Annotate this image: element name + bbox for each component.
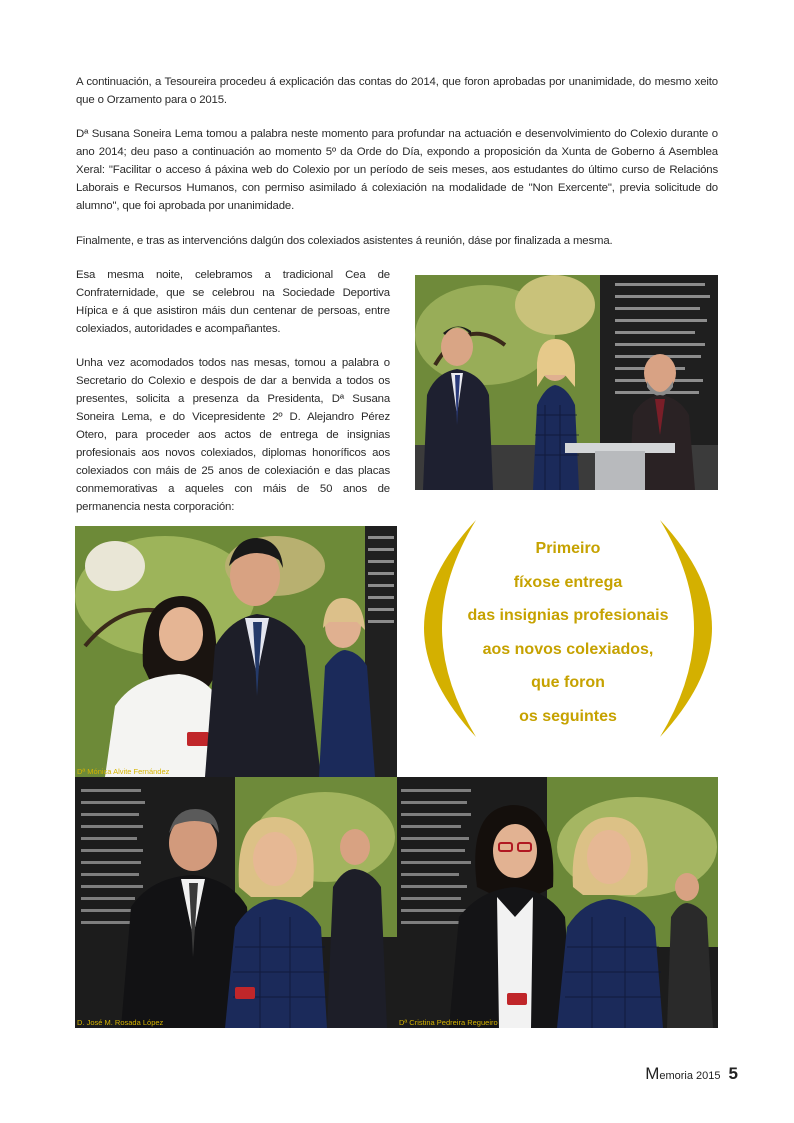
photo-caption-1: Dª Mónica Alvite Fernández [77, 767, 170, 776]
paragraph-president-speech: Dª Susana Soneira Lema tomou a palabra neste momento para profundar na actuación e desenvolvimiento do Colexio durante o ano 2014; deu paso a continuación ao momento 5º da Orde do Día, expondo a proposición da Xunta de Goberno á Asemblea Xeral: "Facilitar o acceso á páxina web do Colexio por un período de seis meses, aos estudantes do último curso de Relacións Laborais e Recursos Humanos, con permiso asimilado á colexiación na modalidade de "Non Exercente", previa solicitude do alumno", que foi aprobada por unanimidade. [76, 128, 718, 212]
paragraph-ceremony: Unha vez acomodados todos nas mesas, tomou a palabra o Secretario do Colexio e despois de dar a benvida a todos os presentes, solicita a presenza da Presidenta, Dª Susana Soneira Lema, e do Vicepresidente 2º D. Alejandro Pérez Otero, para proceder aos actos de entrega de insignias profesionais aos novos colexiados, diplomas honoríficos aos colexiados con máis de 25 anos de colexiación e das placas conmemorativas a aqueles con máis de 50 anos de permanencia nesta corporación: [76, 357, 390, 513]
pull-quote-line: aos novos colexiados, [482, 640, 654, 658]
photo-insignia-recipient-2 [75, 777, 397, 1028]
pull-quote-text [458, 532, 678, 733]
photo-insignia-recipient-1-image [75, 526, 397, 777]
photo-caption-2: D. José M. Rosada López [77, 1018, 164, 1027]
page-footer [645, 1064, 738, 1084]
photo-caption-3: Dª Cristina Pedreira Regueiro [399, 1018, 498, 1027]
photo-insignia-recipient-3-image [397, 777, 718, 1028]
pull-quote-line: que foron [531, 674, 605, 691]
photo-insignia-recipient-2-image [75, 777, 397, 1028]
pull-quote-line: fíxose entrega [513, 573, 623, 591]
paragraph-dinner: Esa mesma noite, celebramos a tradicional Cea de Confraternidade, que se celebrou na Sociedade Deportiva Hípica e á que asistiron máis dun centenar de persoas, entre colexiados, autoridades e acompañantes. [76, 269, 390, 335]
photo-officials-lectern-image [415, 275, 718, 490]
pull-quote-line: das insignias profesionais [467, 607, 669, 624]
footer-initial: M [645, 1064, 660, 1083]
photo-insignia-recipient-1 [75, 526, 397, 777]
footer-title: emoria 2015 [659, 1070, 721, 1082]
intro-paragraph-accounts: A continuación, a Tesoureira procedeu á explicación das contas do 2014, que foron aprobadas por unanimidade, do mesmo xeito que o Orzamento para o 2015. [76, 76, 718, 106]
page-number: 5 [728, 1064, 738, 1083]
paragraph-closing: Finalmente, e tras as intervencións dalgún dos colexiados asistentes á reunión, dáse por finalizada a mesma. [76, 235, 613, 247]
pull-quote [418, 516, 718, 741]
pull-quote-line: Primeiro [535, 540, 601, 557]
photo-insignia-recipient-3 [397, 777, 718, 1028]
photo-officials-lectern [415, 275, 718, 490]
pull-quote-line: os seguintes [519, 707, 617, 725]
